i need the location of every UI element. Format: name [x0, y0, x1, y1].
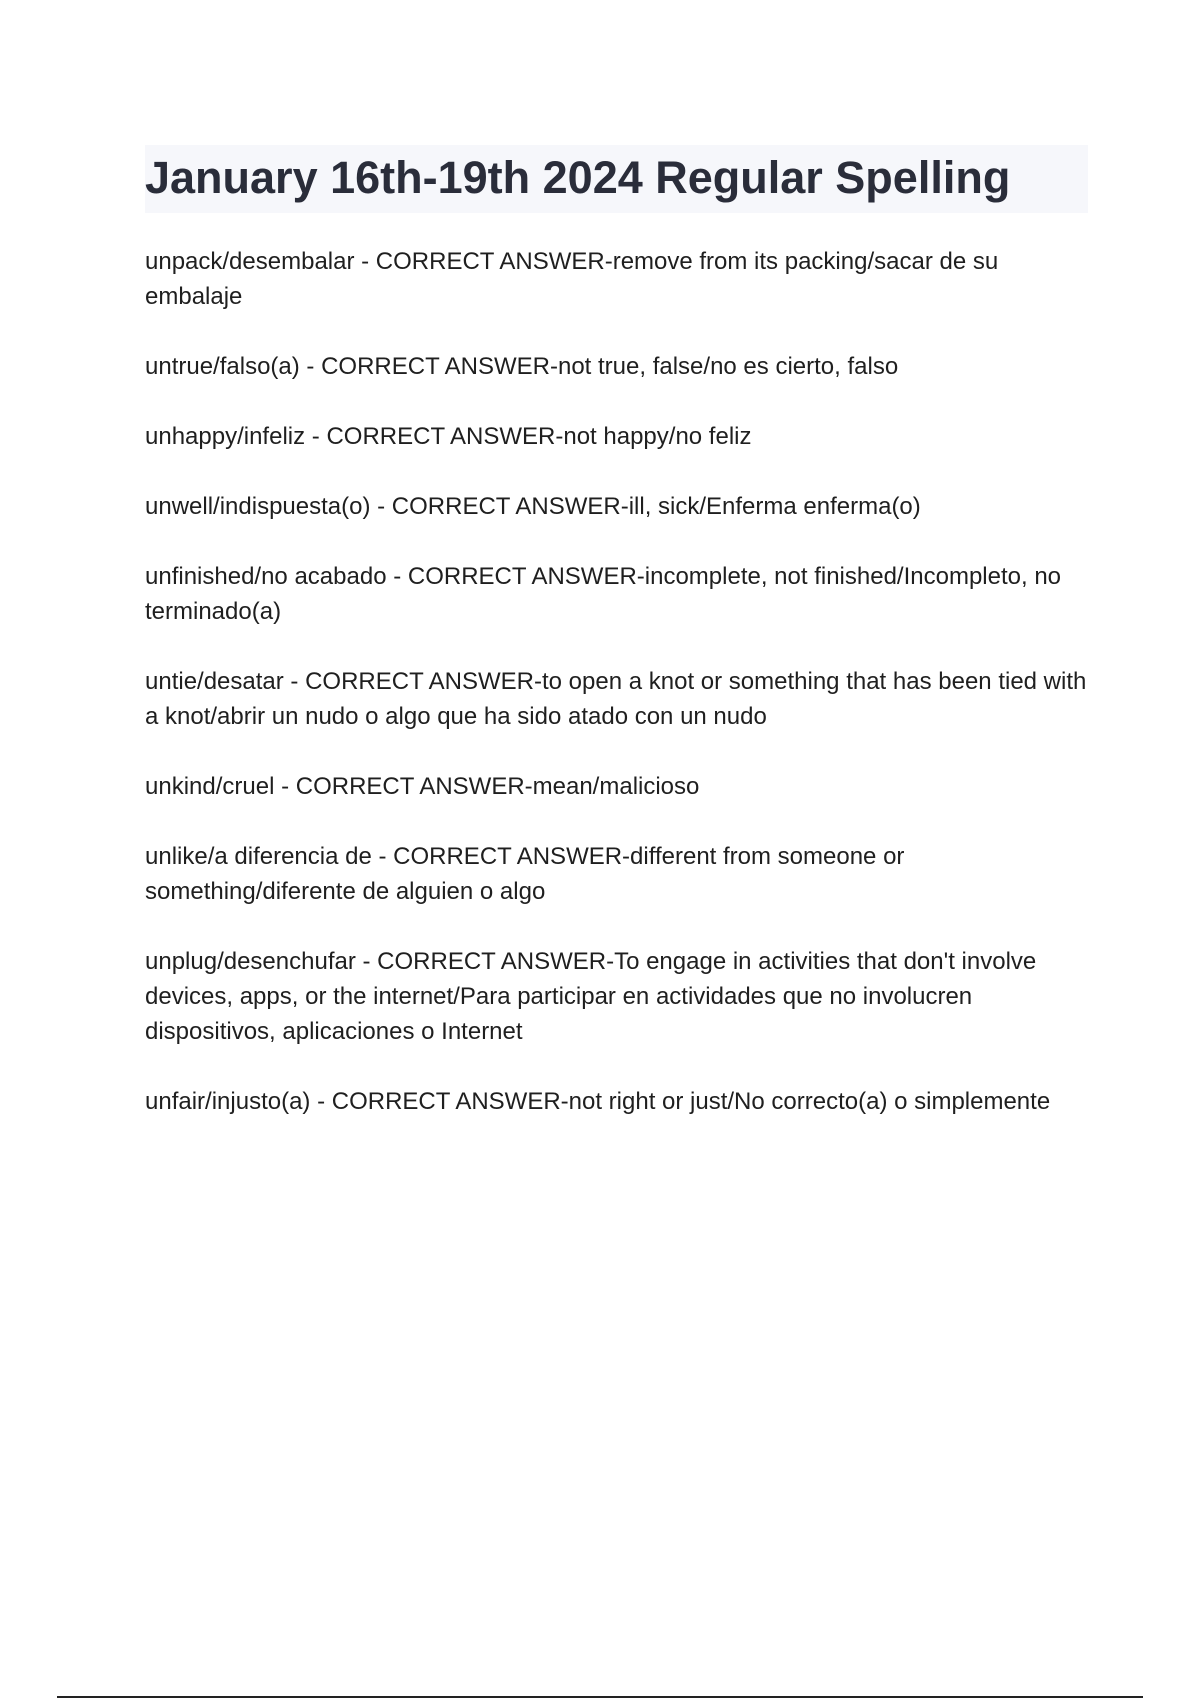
vocabulary-entry: untrue/falso(a) - CORRECT ANSWER-not true, false/no es cierto, falso	[145, 353, 899, 380]
vocabulary-entry: unhappy/infeliz - CORRECT ANSWER-not happy/no feliz	[145, 423, 752, 450]
vocabulary-entry: untie/desatar - CORRECT ANSWER-to open a knot or something that has been tied with a knot/abrir un nudo o algo que ha sido atado con un nudo	[145, 668, 1087, 730]
vocabulary-entry: unpack/desembalar - CORRECT ANSWER-remove from its packing/sacar de su embalaje	[145, 248, 999, 310]
vocabulary-entry: unlike/a diferencia de - CORRECT ANSWER-different from someone or something/diferente de alguien o algo	[145, 843, 905, 905]
vocabulary-entry: unplug/desenchufar - CORRECT ANSWER-To engage in activities that don't involve devices, apps, or the internet/Para participar en actividades que no involucren dispositivos, aplicaciones o Internet	[145, 948, 1037, 1045]
vocabulary-entry: unkind/cruel - CORRECT ANSWER-mean/malicioso	[145, 773, 700, 800]
footer-divider	[57, 1696, 1143, 1698]
vocabulary-list	[145, 244, 1090, 1154]
vocabulary-entry: unfair/injusto(a) - CORRECT ANSWER-not right or just/No correcto(a) o simplemente	[145, 1088, 1051, 1115]
vocabulary-entry: unwell/indispuesta(o) - CORRECT ANSWER-ill, sick/Enferma enferma(o)	[145, 493, 921, 520]
page-title: January 16th-19th 2024 Regular Spelling	[145, 152, 1011, 203]
title-block	[145, 145, 1088, 213]
vocabulary-entry: unfinished/no acabado - CORRECT ANSWER-incomplete, not finished/Incompleto, no terminado(a)	[145, 563, 1062, 625]
